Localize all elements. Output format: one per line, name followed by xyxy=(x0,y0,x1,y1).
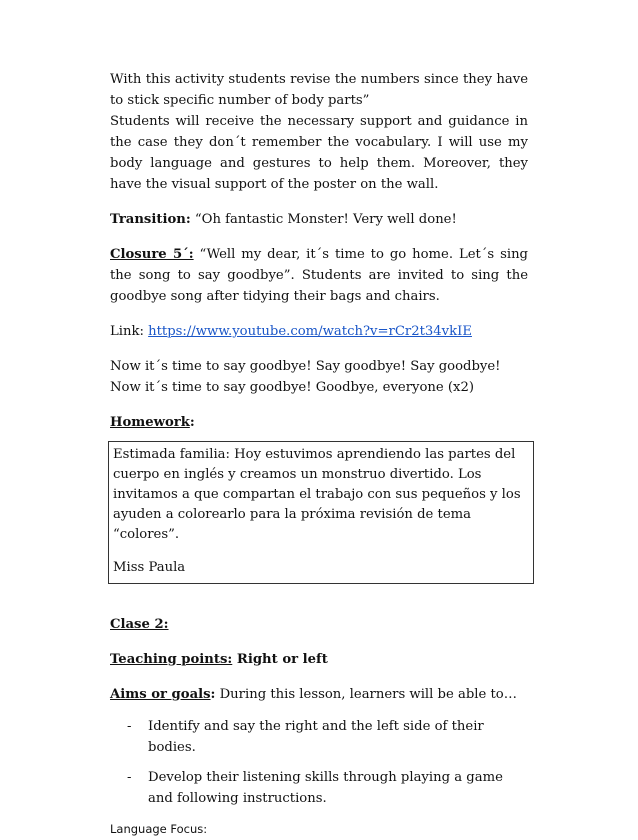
link-paragraph xyxy=(110,321,528,342)
transition-paragraph xyxy=(110,209,528,230)
closure-paragraph xyxy=(110,244,528,307)
homework-signature: Miss Paula xyxy=(113,560,186,575)
language-focus-label: Language Focus: xyxy=(110,822,208,836)
aims-list xyxy=(110,716,528,809)
homework-note-box xyxy=(108,441,534,584)
transition-label: Transition: xyxy=(110,212,191,227)
teaching-points-text: Right or left xyxy=(232,652,328,667)
intro-line-1: With this activity students revise the numbers since they have to stick specific number of body parts” xyxy=(110,72,528,108)
homework-heading xyxy=(110,412,528,433)
intro-line-2: Students will receive the necessary support and guidance in the case they don´t remember the vocabulary. I will use my body language and gestures to help them. Moreover, they have the visual support of the poster on the wall. xyxy=(110,114,528,192)
closure-text: “Well my dear, it´s time to go home. Let´s sing the song to say goodbye”. Students are invited to sing the goodbye song after tidying their bags and chairs. xyxy=(110,247,528,304)
closure-label: Closure 5´: xyxy=(110,247,194,262)
homework-note: Estimada familia: Hoy estuvimos aprendiendo las partes del cuerpo en inglés y creamos un monstruo divertido. Los invitamos a que compartan el trabajo con sus pequeños y los ayuden a colorearlo para la próxima revisión de tema “colores”. xyxy=(113,447,521,542)
aims-text: During this lesson, learners will be able to… xyxy=(215,687,517,702)
song-line-1: Now it´s time to say goodbye! Say goodbye! Say goodbye! xyxy=(110,359,501,374)
aims-label: Aims or goals xyxy=(110,687,211,702)
link-label: Link: xyxy=(110,324,149,339)
song-line-2: Now it´s time to say goodbye! Goodbye, everyone (x2) xyxy=(110,380,474,395)
aims-goals xyxy=(110,684,528,705)
transition-text: “Oh fantastic Monster! Very well done! xyxy=(190,212,457,227)
list-item-text: Identify and say the right and the left side of their bodies. xyxy=(148,719,484,755)
teaching-points-label: Teaching points: xyxy=(110,652,233,667)
list-item xyxy=(110,716,528,758)
homework-label: Homework xyxy=(110,415,190,430)
homework-colon: : xyxy=(189,415,195,430)
dash-bullet-icon: - xyxy=(127,770,132,785)
dash-bullet-icon: - xyxy=(127,719,132,734)
aims-colon: : xyxy=(210,687,216,702)
song-lyrics xyxy=(110,356,528,398)
page-content xyxy=(110,69,528,840)
teaching-points xyxy=(110,649,528,670)
youtube-link[interactable]: https://www.youtube.com/watch?v=rCr2t34vkIE xyxy=(148,324,472,339)
list-item xyxy=(110,767,528,809)
list-item-text: Develop their listening skills through playing a game and following instructions. xyxy=(148,770,503,806)
clase2-heading xyxy=(110,614,528,635)
intro-paragraph xyxy=(110,69,528,195)
clase2-title: Clase 2: xyxy=(110,617,169,632)
